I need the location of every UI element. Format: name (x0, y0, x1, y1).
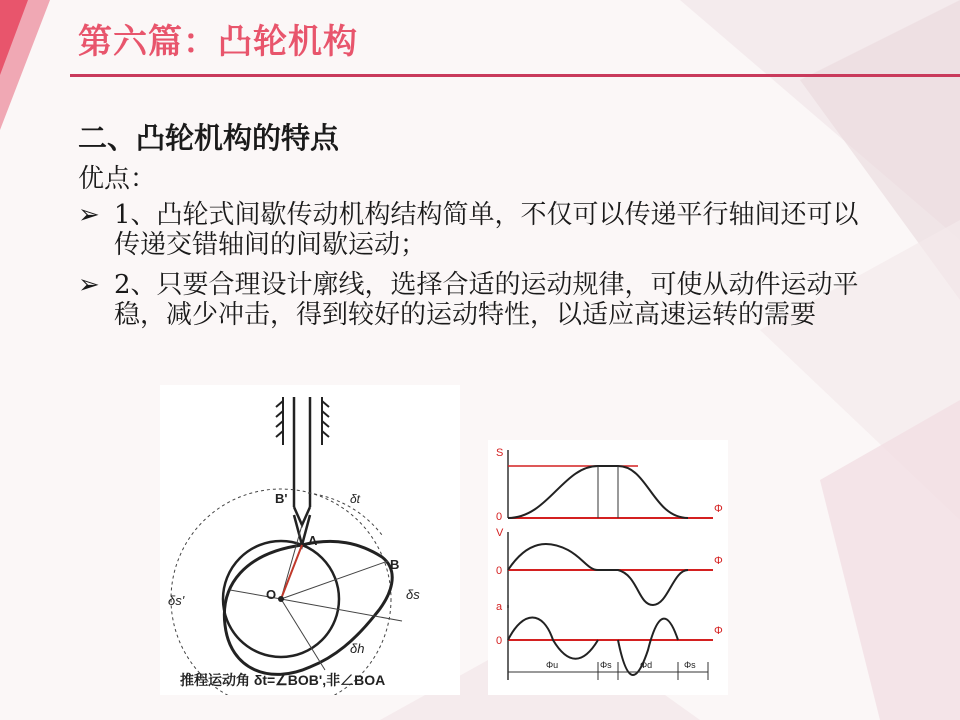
zero-label: 0 (496, 511, 503, 523)
label-delta-h: δh (350, 641, 365, 656)
displacement-graph (496, 447, 723, 523)
zero-label: 0 (496, 635, 503, 647)
follower-rod (294, 397, 310, 545)
a-axis-label: a (496, 601, 503, 613)
dim-label: Φs (600, 660, 612, 670)
s-axis-label: S (496, 447, 504, 459)
bullet-item-1 (78, 200, 868, 260)
bullet-arrow-icon: ➢ (78, 270, 100, 300)
label-delta-t: δt (350, 492, 361, 506)
pros-label: 优点： (78, 164, 157, 194)
section-heading: 二、凸轮机构的特点 (78, 121, 340, 155)
acceleration-graph (496, 601, 723, 680)
label-delta-s: δs (406, 587, 420, 602)
bullet-text: 2、只要合理设计廓线，选择合适的运动规律，可使从动件运动平稳，减少冲击，得到较好的运动特性，以适应高速运转的需要 (114, 270, 859, 330)
cam-profile (224, 541, 392, 674)
bullet-arrow-icon: ➢ (78, 200, 100, 230)
motion-graphs (488, 440, 728, 695)
bullet-text: 1、凸轮式间歇传动机构结构简单，不仅可以传递平行轴间还可以传递交错轴间的间歇运动； (114, 200, 859, 260)
label-o: O (266, 587, 277, 602)
follower-guide (276, 397, 329, 445)
label-b: B (390, 557, 400, 572)
dim-label: Φd (640, 660, 653, 670)
cam-caption: 推程运动角 δt=∠BOB',非∠BOA (180, 672, 386, 688)
label-delta-s-prime: δs' (168, 593, 185, 608)
v-axis-label: V (496, 527, 504, 539)
phi-label: Φ (714, 555, 723, 567)
zero-label: 0 (496, 565, 503, 577)
dim-label: Φs (684, 660, 696, 670)
bullet-item-2 (78, 270, 868, 330)
label-a: A (308, 533, 318, 548)
dim-label: Φu (546, 660, 559, 670)
phi-label: Φ (714, 625, 723, 637)
title-divider (70, 74, 960, 77)
cam-mechanism-diagram (160, 385, 460, 695)
velocity-graph (496, 527, 723, 608)
slide-title: 第六篇：凸轮机构 (78, 22, 358, 62)
prime-circle (171, 489, 391, 695)
label-b-prime: B' (275, 491, 288, 506)
phi-label: Φ (714, 503, 723, 515)
